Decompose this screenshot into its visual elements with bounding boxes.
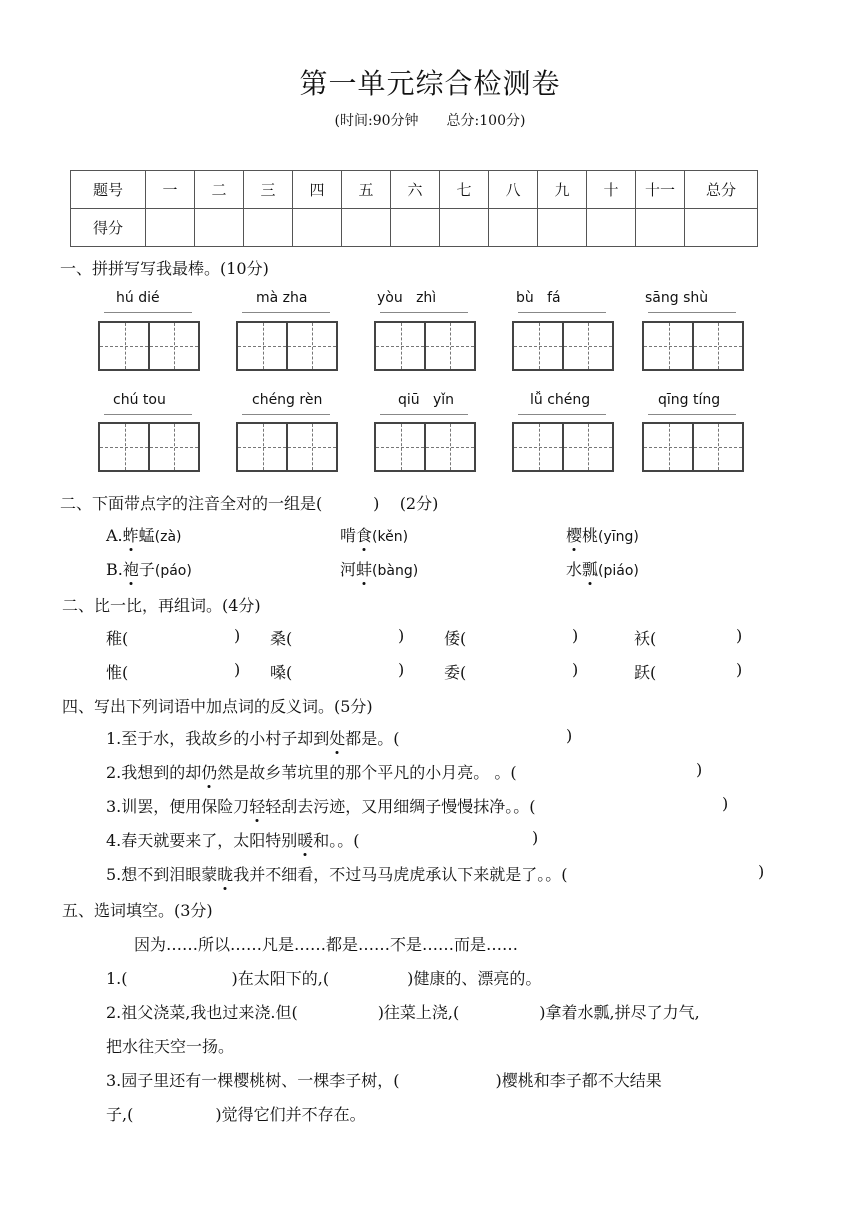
- table-cell: 九: [538, 171, 587, 209]
- pinyin-underline: [380, 414, 468, 415]
- score-table-score-row: [71, 209, 758, 247]
- sentence-text: 我并不细看，不过马马虎虎承认下来就是了。。(: [233, 865, 568, 884]
- score-input-cell[interactable]: [146, 209, 195, 247]
- exam-info: [0, 110, 860, 130]
- sentence-text: )樱桃和李子都不大结果: [495, 1071, 662, 1090]
- score-input-cell[interactable]: [244, 209, 293, 247]
- score-input-cell[interactable]: [587, 209, 636, 247]
- option-a-word-2: [340, 523, 408, 546]
- table-cell: 总分: [685, 171, 758, 209]
- sentence-text: 和。。(: [313, 831, 360, 850]
- writing-grid[interactable]: [98, 321, 200, 371]
- answer-close: ): [532, 828, 539, 847]
- table-cell: 题号: [71, 171, 146, 209]
- antonym-item-1: [106, 726, 400, 749]
- option-a-word-1[interactable]: [106, 523, 182, 546]
- table-cell: 八: [489, 171, 538, 209]
- table-cell: 十一: [636, 171, 685, 209]
- table-cell: 二: [195, 171, 244, 209]
- dotted-char: 眬: [217, 862, 233, 885]
- table-cell: 三: [244, 171, 293, 209]
- table-cell: 七: [440, 171, 489, 209]
- option-b-word-2: [340, 557, 418, 580]
- table-cell: 五: [342, 171, 391, 209]
- dotted-char: 樱: [566, 523, 582, 546]
- pinyin-label: sāng shù: [645, 290, 709, 306]
- antonym-item-3: [106, 794, 536, 817]
- table-cell: 十: [587, 171, 636, 209]
- pinyin-underline: [648, 414, 736, 415]
- fill-line-2: [106, 1000, 700, 1023]
- option-a-word-3: [566, 523, 639, 546]
- sentence-text: 2.祖父浇菜,我也过来浇.但(: [106, 1003, 298, 1022]
- pinyin-underline: [518, 312, 606, 313]
- score-table: [70, 170, 758, 247]
- antonym-item-4: [106, 828, 360, 851]
- compare-close: ): [572, 660, 579, 679]
- fill-line-5: [106, 1102, 366, 1125]
- sentence-text: 1.(: [106, 969, 128, 988]
- compare-close: ): [736, 660, 743, 679]
- writing-grid[interactable]: [512, 321, 614, 371]
- pinyin-underline: [380, 312, 468, 313]
- answer-close: ): [696, 760, 703, 779]
- page-title: 第一单元综合检测卷: [299, 67, 561, 100]
- fill-line-4: [106, 1068, 662, 1091]
- antonym-item-2: [106, 760, 517, 783]
- writing-grid[interactable]: [512, 422, 614, 472]
- option-label: B.: [106, 560, 123, 579]
- option-label: A.: [106, 526, 123, 545]
- pinyin-label: qiū yǐn: [398, 392, 455, 408]
- writing-grid[interactable]: [236, 422, 338, 472]
- pinyin-underline: [518, 414, 606, 415]
- writing-grid[interactable]: [374, 422, 476, 472]
- table-cell: 四: [293, 171, 342, 209]
- writing-grid[interactable]: [236, 321, 338, 371]
- score-input-cell[interactable]: [538, 209, 587, 247]
- pinyin-label: yòu zhì: [377, 290, 437, 306]
- dotted-char: 食: [356, 523, 372, 546]
- dotted-char: 袍: [123, 557, 139, 580]
- table-cell: 一: [146, 171, 195, 209]
- pinyin-note: (piáo): [598, 563, 639, 579]
- sentence-text: 5.想不到泪眼蒙: [106, 865, 218, 884]
- fill-line-1: [106, 966, 541, 989]
- pinyin-label: chéng rèn: [252, 392, 323, 408]
- score-table-header-row: [71, 171, 758, 209]
- sentence-text: 轻刮去污迹，又用细绸子慢慢抹净。。(: [265, 797, 536, 816]
- compare-close: ): [736, 626, 743, 645]
- dotted-char: 蚌: [356, 557, 372, 580]
- compare-item: 嗓(: [270, 663, 293, 682]
- compare-close: ): [398, 660, 405, 679]
- sentence-text: 然是故乡苇坑里的那个平凡的小月亮。 。(: [217, 763, 517, 782]
- sentence-text: 1.至于水，我故乡的小村子却到: [106, 729, 330, 748]
- writing-grid[interactable]: [642, 422, 744, 472]
- section-4-heading: 四、写出下列词语中加点词的反义词。(5分): [62, 697, 373, 716]
- pinyin-note: (páo): [154, 563, 192, 579]
- sentence-text: 子,(: [106, 1105, 134, 1124]
- total-score: 总分:100分): [446, 113, 526, 129]
- pinyin-underline: [104, 414, 192, 415]
- dotted-char: 处: [329, 726, 345, 749]
- antonym-item-5: [106, 862, 568, 885]
- section-1-heading: 一、拼拼写写我最棒。(10分): [60, 259, 269, 278]
- pinyin-label: mà zha: [256, 290, 308, 306]
- pinyin-note: (kěn): [372, 529, 409, 545]
- writing-grid[interactable]: [642, 321, 744, 371]
- pinyin-underline: [104, 312, 192, 313]
- pinyin-label: chú tou: [113, 392, 166, 408]
- word-char: 啃: [340, 526, 357, 545]
- score-input-cell[interactable]: [293, 209, 342, 247]
- compare-item: 倭(: [444, 629, 467, 648]
- word-char: 子: [138, 560, 155, 579]
- sentence-text: 2.我想到的却: [106, 763, 202, 782]
- word-bank: 因为……所以……凡是……都是……不是……而是……: [134, 935, 519, 954]
- dotted-char: 瓢: [582, 557, 598, 580]
- fill-line-3: 把水往天空一扬。: [106, 1037, 235, 1056]
- pinyin-underline: [648, 312, 736, 313]
- score-input-cell[interactable]: [636, 209, 685, 247]
- sentence-text: 4.春天就要来了，太阳特别: [106, 831, 298, 850]
- sentence-text: 都是。(: [345, 729, 400, 748]
- score-input-cell[interactable]: [391, 209, 440, 247]
- compare-item: 惟(: [106, 663, 129, 682]
- compare-item: 跃(: [634, 663, 657, 682]
- compare-close: ): [234, 626, 241, 645]
- dotted-char: 仍: [201, 760, 217, 783]
- compare-item: 桑(: [270, 629, 293, 648]
- writing-grid[interactable]: [98, 422, 200, 472]
- section-3-heading: 二、比一比，再组词。(4分): [62, 596, 261, 615]
- answer-close: ): [566, 726, 573, 745]
- word-char: 蜢: [138, 526, 155, 545]
- pinyin-note: (zà): [154, 529, 182, 545]
- score-input-cell[interactable]: [195, 209, 244, 247]
- word-char: 桃: [582, 526, 599, 545]
- compare-close: ): [234, 660, 241, 679]
- pinyin-label: bù fá: [516, 290, 561, 306]
- sentence-text: )往菜上浇,(: [377, 1003, 460, 1022]
- pinyin-label: hú dié: [116, 290, 160, 306]
- sentence-text: 3.园子里还有一棵樱桃树、一棵李子树，(: [106, 1071, 400, 1090]
- score-input-cell[interactable]: [489, 209, 538, 247]
- score-input-cell[interactable]: [440, 209, 489, 247]
- dotted-char: 蚱: [123, 523, 139, 546]
- pinyin-note: (yīng): [598, 529, 639, 545]
- pinyin-underline: [242, 312, 330, 313]
- writing-grid[interactable]: [374, 321, 476, 371]
- word-char: 水: [566, 560, 583, 579]
- pinyin-label: qīng tíng: [658, 392, 721, 408]
- compare-item: 稚(: [106, 629, 129, 648]
- compare-item: 袄(: [634, 629, 657, 648]
- sentence-text: )觉得它们并不存在。: [215, 1105, 366, 1124]
- compare-close: ): [398, 626, 405, 645]
- pinyin-underline: [242, 414, 330, 415]
- dotted-char: 暖: [297, 828, 313, 851]
- pinyin-label: lǚ chéng: [530, 392, 591, 408]
- sentence-text: )拿着水瓢,拼尽了力气,: [539, 1003, 700, 1022]
- compare-close: ): [572, 626, 579, 645]
- score-input-cell[interactable]: [685, 209, 758, 247]
- compare-item: 委(: [444, 663, 467, 682]
- sentence-text: 3.训罢，便用保险刀: [106, 797, 250, 816]
- dotted-char: 轻: [249, 794, 265, 817]
- word-char: 河: [340, 560, 357, 579]
- answer-close: ): [722, 794, 729, 813]
- section-2-heading: 二、下面带点字的注音全对的一组是( ) (2分): [60, 494, 439, 513]
- sentence-text: )健康的、漂亮的。: [407, 969, 542, 988]
- time-limit: (时间:90分钟: [334, 113, 419, 129]
- answer-close: ): [758, 862, 765, 881]
- table-cell: 六: [391, 171, 440, 209]
- sentence-text: )在太阳下的,(: [231, 969, 330, 988]
- option-b-word-3: [566, 557, 639, 580]
- section-5-heading: 五、选词填空。(3分): [62, 901, 213, 920]
- option-b-word-1[interactable]: [106, 557, 192, 580]
- pinyin-note: (bàng): [372, 563, 419, 579]
- table-cell: 得分: [71, 209, 146, 247]
- score-input-cell[interactable]: [342, 209, 391, 247]
